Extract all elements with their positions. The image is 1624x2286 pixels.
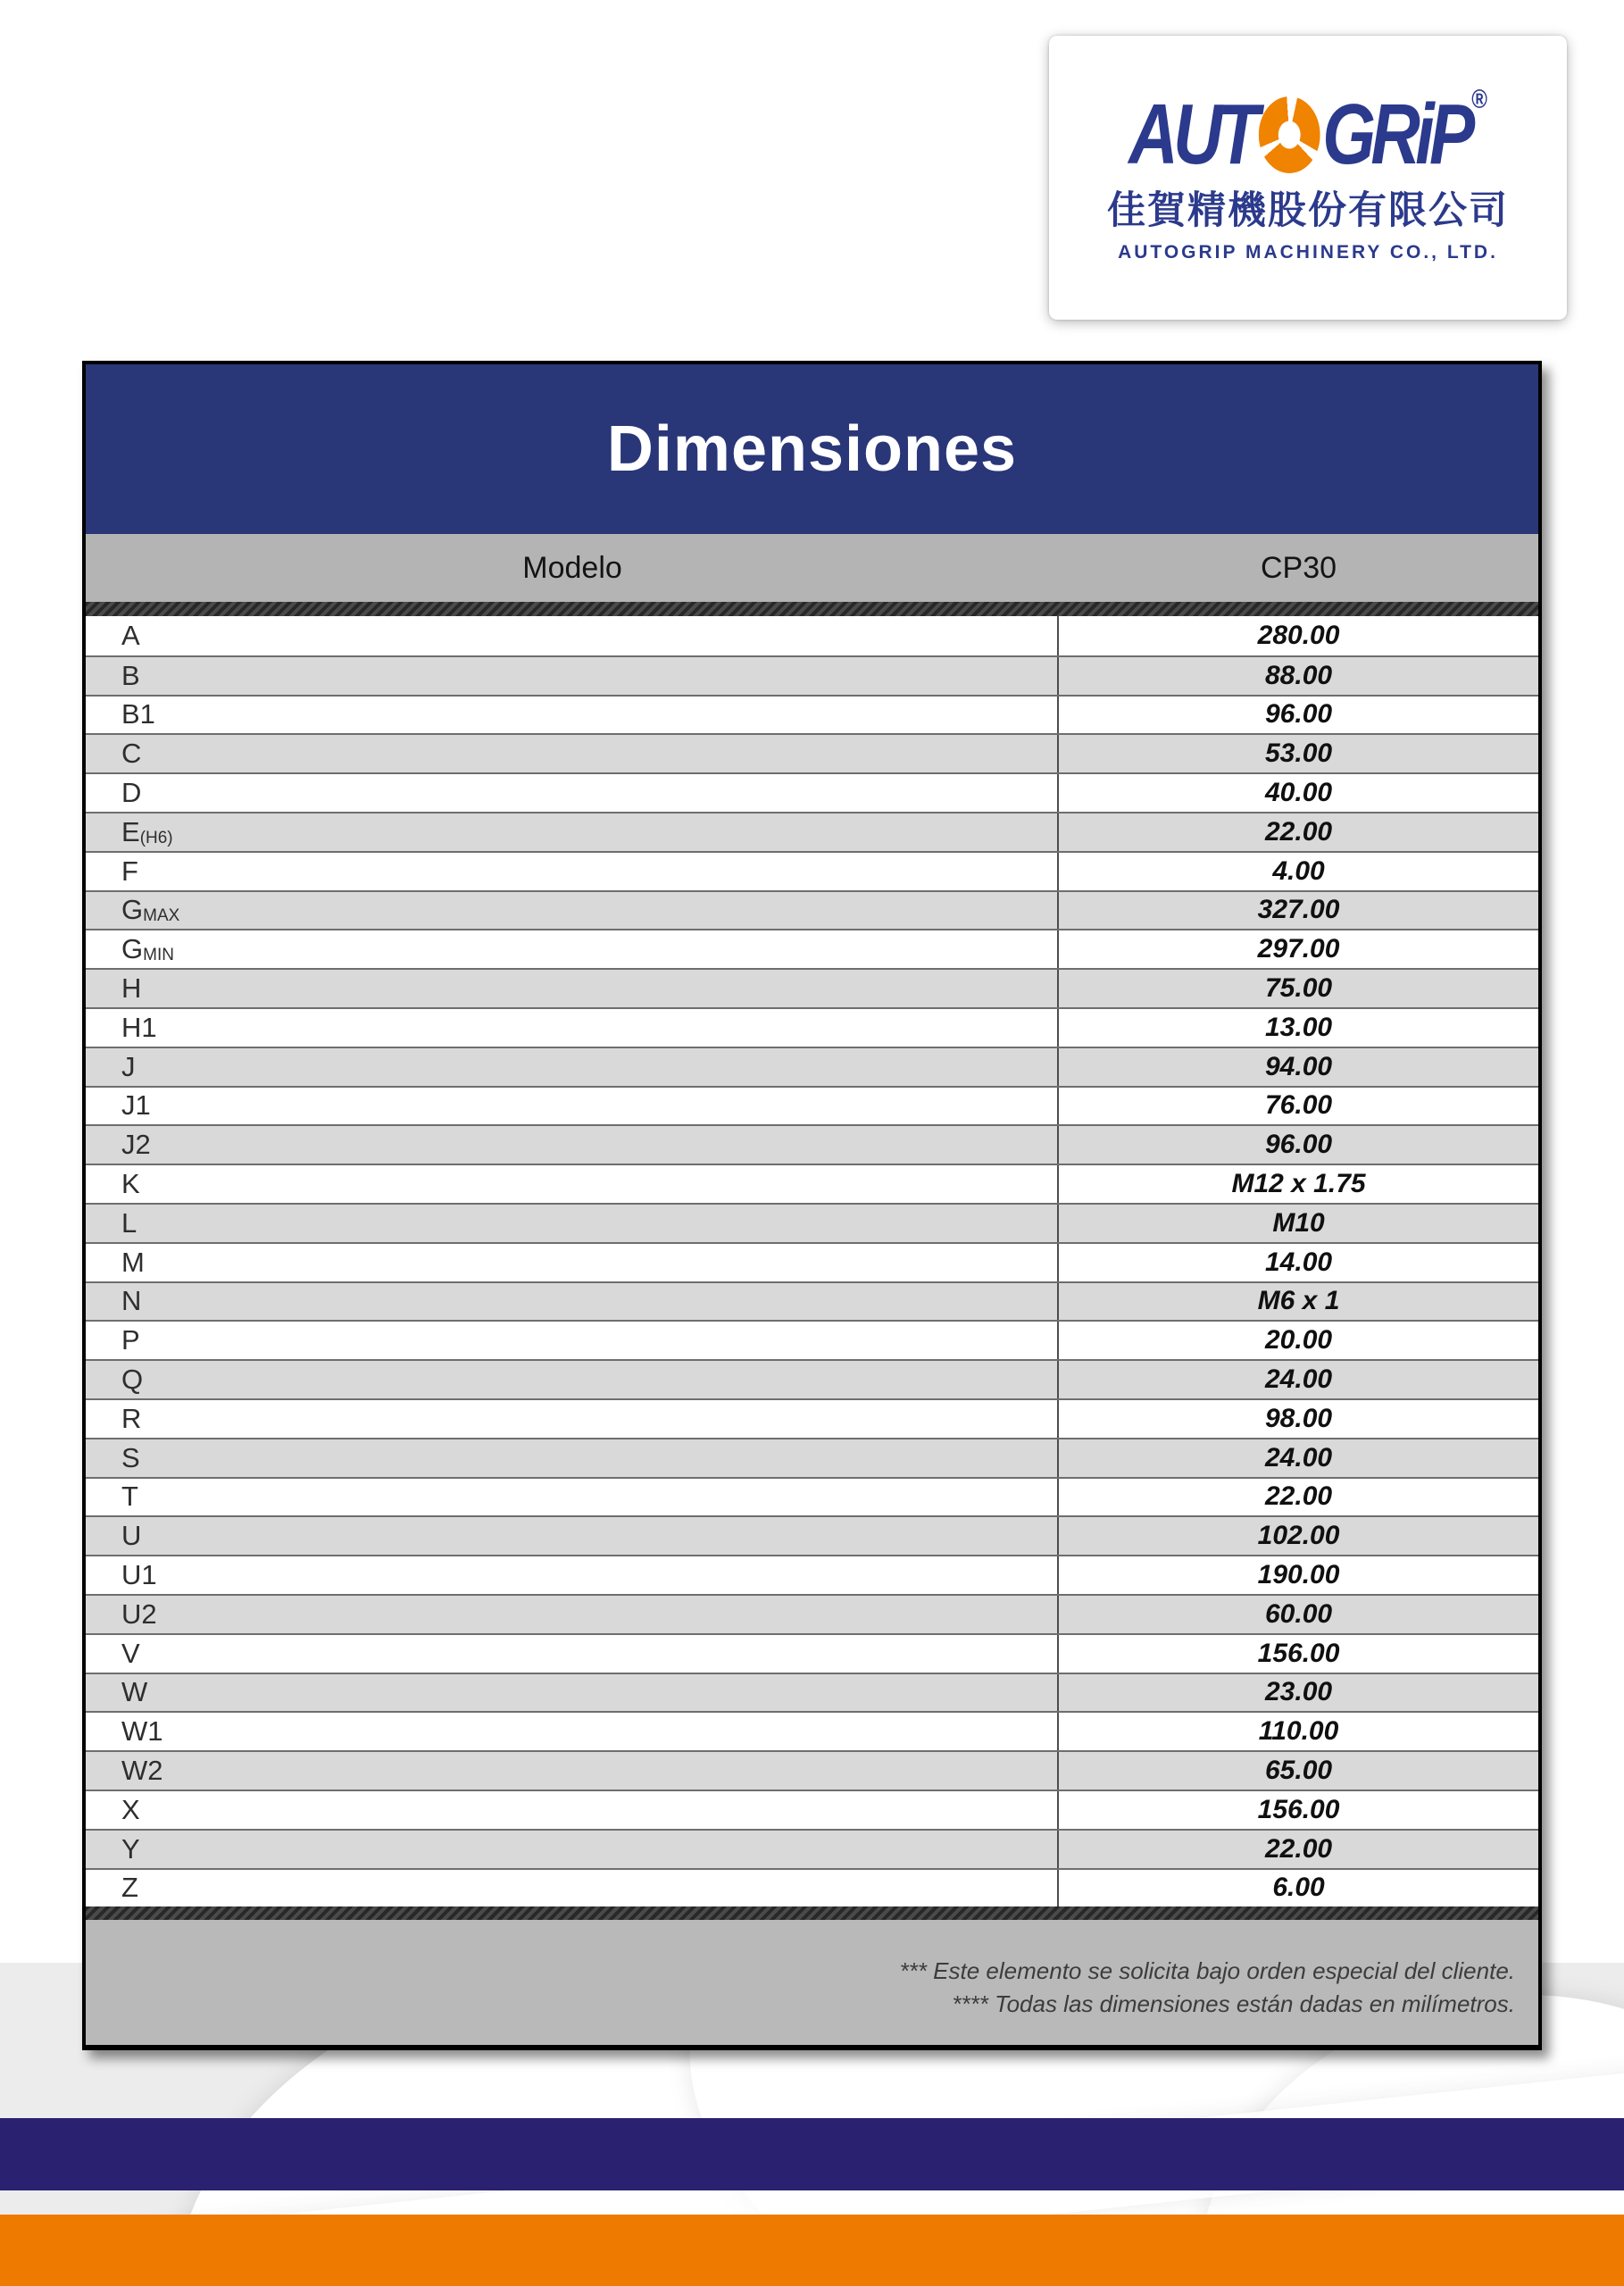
dimension-label-text: A [121, 619, 140, 651]
table-row [86, 1359, 1538, 1398]
dimension-label-text: B1 [121, 698, 155, 730]
table-title: Dimensiones [606, 413, 1018, 485]
table-row [86, 1047, 1538, 1086]
chuck-icon [1259, 96, 1320, 173]
dimension-value: 96.00 [1264, 1130, 1333, 1160]
dimension-label [86, 1439, 1059, 1477]
dimension-label-subscript: MIN [143, 946, 174, 965]
table-row [86, 1790, 1538, 1829]
dimension-label [86, 1870, 1059, 1907]
dimension-label-text: M [121, 1246, 145, 1278]
dimension-value: 156.00 [1257, 1794, 1340, 1824]
table-row [86, 1320, 1538, 1359]
dimension-label-text: T [121, 1481, 138, 1513]
dimension-value: 102.00 [1257, 1521, 1340, 1551]
dimension-label [86, 1556, 1059, 1594]
dimension-label-text: H1 [121, 1011, 157, 1043]
dimension-label [86, 1283, 1059, 1321]
dimension-value: 297.00 [1257, 934, 1340, 964]
table-row [86, 1633, 1538, 1673]
column-header-row [86, 534, 1538, 602]
dimension-value: 88.00 [1264, 660, 1333, 690]
logo-chinese-name: 佳賀精機股份有限公司 [1107, 189, 1509, 233]
dimension-label-subscript: MAX [143, 906, 180, 926]
dimension-label-text: P [121, 1324, 140, 1356]
table-row [86, 1124, 1538, 1164]
table-row [86, 695, 1538, 734]
dimension-label [86, 1400, 1059, 1438]
dimensions-table [82, 361, 1542, 2050]
table-row [86, 851, 1538, 890]
dimension-label [86, 774, 1059, 812]
dimension-value: 40.00 [1264, 778, 1333, 808]
dimension-value: 96.00 [1264, 699, 1333, 730]
registered-mark-icon: ® [1471, 85, 1487, 115]
dimension-label [86, 1831, 1059, 1868]
dimension-label [86, 1088, 1059, 1125]
table-row [86, 733, 1538, 772]
dimension-value: 65.00 [1264, 1756, 1333, 1785]
table-row [86, 1164, 1538, 1203]
dimension-label-text: F [121, 855, 138, 887]
table-row [86, 1007, 1538, 1047]
dimension-label [86, 735, 1059, 772]
dimension-label-text: S [121, 1441, 140, 1473]
dimension-label [86, 813, 1059, 851]
dimension-label [86, 1165, 1059, 1203]
table-row [86, 1750, 1538, 1790]
dimension-label-text: X [121, 1793, 140, 1825]
dimension-label [86, 1517, 1059, 1555]
dimension-value: M6 x 1 [1257, 1286, 1340, 1316]
dimension-label-text: R [121, 1402, 142, 1434]
dimension-label [86, 1596, 1059, 1633]
dimension-value: 24.00 [1264, 1442, 1333, 1473]
dimension-label-text: V [121, 1637, 140, 1669]
footnote-1: *** Este elemento se solicita bajo orden especial del cliente. [899, 1957, 1515, 1985]
dimension-label [86, 1048, 1059, 1086]
dimension-value: 23.00 [1264, 1677, 1333, 1707]
logo-english-name: AUTOGRIP MACHINERY CO., LTD. [1118, 241, 1498, 263]
dimension-value: 156.00 [1257, 1638, 1340, 1668]
dimension-label [86, 697, 1059, 734]
table-row [86, 1555, 1538, 1594]
dimension-value: 94.00 [1264, 1051, 1333, 1081]
logo-card [1049, 36, 1567, 320]
dimension-label [86, 1205, 1059, 1242]
dimension-label-text: J [121, 1050, 136, 1082]
table-row [86, 1868, 1538, 1907]
dimension-label [86, 1791, 1059, 1829]
dimension-label-text: H [121, 972, 142, 1005]
separator-bar-bottom [86, 1906, 1538, 1920]
table-footer [86, 1920, 1538, 2045]
dimension-label [86, 1009, 1059, 1047]
column-header-cp30: CP30 [1261, 550, 1337, 585]
dimension-label-text: Y [121, 1832, 140, 1865]
dimension-label-text: J1 [121, 1089, 151, 1122]
dimension-value: 98.00 [1264, 1403, 1333, 1433]
bottom-orange-bar [0, 2215, 1624, 2286]
dimension-label [86, 853, 1059, 890]
table-row [86, 1477, 1538, 1516]
logo-text-aut: AUT [1128, 87, 1255, 183]
footnote-2: **** Todas las dimensiones están dadas en milímetros. [952, 1990, 1515, 2018]
dimension-value: 22.00 [1264, 1833, 1333, 1864]
dimension-value: 190.00 [1257, 1560, 1340, 1590]
dimension-value: 327.00 [1257, 895, 1340, 925]
dimension-label-text: Z [121, 1872, 138, 1904]
dimension-label-text: W2 [121, 1755, 163, 1786]
table-row [86, 929, 1538, 968]
dimension-label-text: N [121, 1285, 142, 1317]
table-row [86, 1594, 1538, 1633]
table-row [86, 1242, 1538, 1281]
dimension-value: 280.00 [1257, 620, 1340, 650]
dimension-label-text: U [121, 1520, 142, 1552]
dimension-value: 20.00 [1264, 1325, 1333, 1356]
table-row [86, 1515, 1538, 1555]
table-row [86, 772, 1538, 812]
dimension-value: 4.00 [1272, 855, 1325, 886]
dimension-value: 60.00 [1264, 1598, 1333, 1629]
dimension-label-subscript: (H6) [139, 828, 173, 847]
dimension-label-text: U2 [121, 1598, 157, 1630]
dimension-value: 75.00 [1264, 973, 1333, 1004]
bottom-navy-bar [0, 2118, 1624, 2190]
autogrip-logo [1128, 85, 1487, 183]
table-row [86, 812, 1538, 851]
dimension-label [86, 1479, 1059, 1516]
dimension-label-text: L [121, 1206, 137, 1239]
column-header-modelo: Modelo [522, 550, 622, 585]
table-row [86, 1398, 1538, 1438]
table-row [86, 616, 1538, 655]
dimension-label-text: W1 [121, 1715, 163, 1748]
dimension-value: 6.00 [1272, 1873, 1325, 1903]
dimension-value: 22.00 [1264, 816, 1333, 847]
dimension-value: 76.00 [1264, 1090, 1333, 1121]
dimension-label-text: K [121, 1168, 140, 1200]
dimension-label [86, 1635, 1059, 1673]
table-row [86, 968, 1538, 1007]
dimension-value: 14.00 [1264, 1247, 1333, 1277]
dimension-value: 53.00 [1264, 738, 1333, 769]
table-row [86, 1829, 1538, 1868]
dimension-label-text: B [121, 659, 140, 691]
dimension-value: M10 [1272, 1207, 1325, 1238]
dimension-label [86, 616, 1059, 655]
dimension-label [86, 1244, 1059, 1281]
dimension-label-text: E [121, 815, 140, 847]
separator-bar-top [86, 602, 1538, 616]
dimension-label [86, 1752, 1059, 1790]
dimension-label [86, 1674, 1059, 1712]
dimension-value: 22.00 [1264, 1481, 1333, 1512]
dimension-label [86, 657, 1059, 695]
dimension-label-text: G [121, 933, 144, 965]
dimension-label [86, 1322, 1059, 1359]
dimension-value: 24.00 [1264, 1364, 1333, 1395]
table-rows [86, 616, 1538, 1906]
table-row [86, 890, 1538, 930]
dimension-label [86, 970, 1059, 1007]
table-row [86, 655, 1538, 695]
dimension-value: 13.00 [1264, 1012, 1333, 1042]
table-row [86, 1711, 1538, 1750]
dimension-label-text: C [121, 738, 142, 770]
table-row [86, 1438, 1538, 1477]
dimension-label-text: Q [121, 1364, 144, 1396]
dimension-label [86, 1126, 1059, 1164]
table-row [86, 1673, 1538, 1712]
dimension-label-text: J2 [121, 1129, 151, 1161]
dimension-label-text: W [121, 1676, 148, 1708]
table-row [86, 1086, 1538, 1125]
logo-text-grip: GRiP [1322, 87, 1470, 183]
dimension-label [86, 930, 1059, 968]
dimension-label [86, 1361, 1059, 1398]
dimension-label [86, 1713, 1059, 1750]
table-row [86, 1203, 1538, 1242]
dimension-label [86, 892, 1059, 930]
table-title-band [86, 364, 1538, 534]
dimension-value: 110.00 [1258, 1716, 1339, 1747]
dimension-label-text: U1 [121, 1559, 157, 1591]
dimension-label-text: D [121, 777, 142, 809]
dimension-label-text: G [121, 894, 144, 926]
dimension-value: M12 x 1.75 [1231, 1169, 1366, 1199]
table-row [86, 1281, 1538, 1321]
